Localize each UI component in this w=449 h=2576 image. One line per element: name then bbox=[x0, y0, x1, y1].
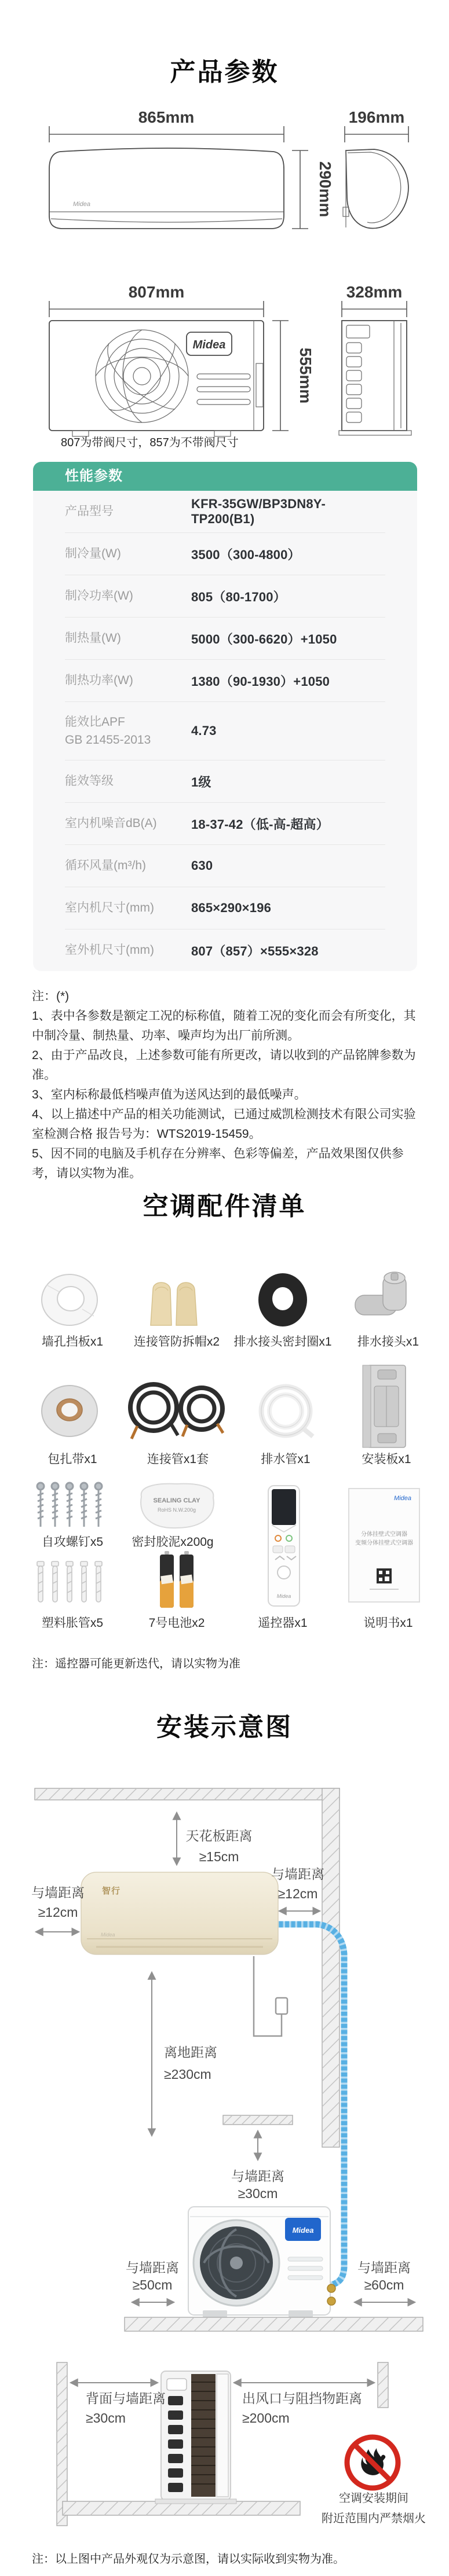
connection-pipe-icon bbox=[125, 1373, 229, 1446]
outdoor-right-distance-value: ≥60cm bbox=[364, 2277, 404, 2292]
ceiling-distance-label: 天花板距离 bbox=[185, 1828, 253, 1843]
accessory-label: 排水接头密封圈x1 bbox=[233, 1335, 332, 1348]
indoor-unit bbox=[81, 1872, 278, 1954]
install-note: 注：以上图中产品外观仅为示意图，请以实际收到实物为准。 bbox=[32, 2553, 345, 2566]
batteries-icon bbox=[152, 1550, 204, 1610]
plastic-anchors-icon bbox=[32, 1558, 107, 1608]
indoor-midea-logo: Midea bbox=[73, 201, 90, 208]
indoor-height-dim: 290mm bbox=[316, 161, 334, 218]
no-fire-caption-line1: 空调安装期间 bbox=[339, 2492, 408, 2505]
spec-notes bbox=[32, 987, 419, 1184]
no-fire-caption-line2: 附近范围内严禁烟火 bbox=[322, 2512, 426, 2525]
plug-icon bbox=[276, 1998, 287, 2014]
accessory-label: 排水接头x1 bbox=[357, 1335, 419, 1348]
ceiling-distance-value: ≥15cm bbox=[199, 1849, 239, 1864]
outdoor-unit-logo: Midea bbox=[292, 2226, 314, 2235]
page-title-accessories: 空调配件清单 bbox=[143, 1192, 306, 1221]
svg-text:RoHS N.W.200g: RoHS N.W.200g bbox=[157, 1507, 196, 1513]
drain-hose-icon bbox=[248, 1376, 323, 1446]
table-row: 循环风量(m³/h) 630 bbox=[65, 844, 385, 887]
table-row: 制热功率(W) 1380（90-1930）+1050 bbox=[65, 659, 385, 701]
note-item: 3、室内标称最低档噪声值为送风达到的最低噪声。 bbox=[32, 1088, 306, 1102]
awning-distance-value: ≥30cm bbox=[238, 2186, 278, 2201]
spec-table-header: 性能参数 bbox=[33, 462, 417, 491]
wall-hole-cover-icon bbox=[29, 1267, 110, 1332]
indoor-unit-dimension-drawing bbox=[23, 93, 429, 243]
outdoor-unit-side-view bbox=[155, 2371, 236, 2504]
note-item: 1、表中各参数是额定工况的标称值，随着工况的变化而会有所变化，其中制冷量、制热量、功率、噪声均为出厂前所测。 bbox=[32, 1009, 416, 1043]
table-row: 室内机噪音dB(A) 18-37-42（低-高-超高） bbox=[65, 802, 385, 844]
accessory-label: 遥控器x1 bbox=[258, 1616, 308, 1630]
no-fire-icon bbox=[347, 2437, 398, 2488]
accessory-label: 连接管防拆帽x2 bbox=[133, 1335, 220, 1348]
page-title-product-params: 产品参数 bbox=[170, 58, 279, 86]
floor-distance-label: 离地距离 bbox=[164, 2045, 217, 2060]
right-wall bbox=[322, 1788, 340, 2147]
accessory-label: 自攻螺钉x5 bbox=[41, 1535, 104, 1549]
svg-text:分体挂壁式空调器: 分体挂壁式空调器 bbox=[361, 1531, 407, 1538]
sealing-clay-icon bbox=[133, 1479, 220, 1533]
table-row: 制冷量(W) 3500（300-4800） bbox=[65, 532, 385, 575]
note-item: 4、以上描述中产品的相关功能测试，已通过威凯检测技术有限公司实验室检测合格 报告号为：WTS2019-15459。 bbox=[32, 1108, 416, 1141]
page-title-installation: 安装示意图 bbox=[156, 1713, 293, 1741]
table-row: 能效等级 1级 bbox=[65, 760, 385, 802]
accessory-label: 7号电池x2 bbox=[148, 1616, 205, 1630]
spec-table bbox=[33, 462, 417, 971]
indoor-width-dim: 865mm bbox=[138, 108, 195, 126]
left-wall-distance-value: ≥12cm bbox=[38, 1905, 78, 1920]
outlet-clearance-label: 出风口与阻挡物距离 bbox=[242, 2391, 362, 2406]
accessory-label: 说明书x1 bbox=[363, 1616, 413, 1630]
outdoor-left-distance-label: 与墙距离 bbox=[126, 2260, 179, 2275]
svg-text:Midea: Midea bbox=[276, 1593, 291, 1599]
svg-text:SEALING CLAY: SEALING CLAY bbox=[153, 1497, 200, 1504]
accessory-label: 墙孔挡板x1 bbox=[41, 1335, 104, 1348]
right-wall-distance-label: 与墙距离 bbox=[271, 1866, 324, 1882]
back-clearance-label: 背面与墙距离 bbox=[86, 2391, 166, 2406]
note-item: 2、由于产品改良，上述参数可能有所更改，请以收到的产品铭牌参数为准。 bbox=[32, 1049, 416, 1082]
right-wall-distance-value: ≥12cm bbox=[278, 1886, 318, 1901]
outdoor-height-dim: 555mm bbox=[297, 347, 315, 404]
accessory-label: 安装板x1 bbox=[362, 1453, 411, 1466]
indoor-unit-logo: Midea bbox=[101, 1932, 115, 1938]
ground bbox=[125, 2317, 423, 2331]
table-row: 室外机尺寸(mm) 807（857）×555×328 bbox=[65, 929, 385, 971]
accessory-label: 连接管x1套 bbox=[147, 1453, 209, 1466]
floor-distance-value: ≥230cm bbox=[164, 2067, 211, 2082]
power-cord bbox=[254, 1956, 287, 2036]
outdoor-drawing-logo: Midea bbox=[192, 339, 226, 351]
drain-seal-ring-icon bbox=[242, 1267, 323, 1332]
valve-icon bbox=[327, 2284, 335, 2292]
outdoor-fan-drawing bbox=[96, 330, 188, 422]
valve-size-note: 807为带阀尺寸，857为不带阀尺寸 bbox=[61, 436, 239, 449]
remote-control-icon bbox=[264, 1484, 304, 1607]
outdoor-right-distance-label: 与墙距离 bbox=[357, 2260, 411, 2275]
table-row: 产品型号 KFR-35GW/BP3DN8Y-TP200(B1) bbox=[65, 497, 326, 526]
drain-joint-icon bbox=[345, 1267, 426, 1332]
accessory-label: 密封胶泥x200g bbox=[132, 1535, 214, 1549]
valve-icon bbox=[327, 2297, 335, 2305]
indoor-depth-dim: 196mm bbox=[348, 108, 405, 126]
outdoor-left-distance-value: ≥50cm bbox=[132, 2277, 173, 2292]
table-row: 制热量(W) 5000（300-6620）+1050 bbox=[65, 617, 385, 659]
outdoor-unit bbox=[188, 2207, 335, 2317]
left-wall-distance-label: 与墙距离 bbox=[31, 1885, 85, 1900]
screws-icon bbox=[32, 1480, 107, 1533]
wrapping-tape-icon bbox=[32, 1376, 107, 1446]
indoor-series-badge: 智行 bbox=[102, 1886, 121, 1896]
installation-diagram bbox=[0, 1783, 449, 2576]
table-row: 能效比APF GB 21455-2013 4.73 bbox=[65, 701, 385, 760]
outdoor-width-dim: 807mm bbox=[128, 283, 185, 301]
manual-booklet-icon bbox=[346, 1487, 422, 1603]
accessory-label: 包扎带x1 bbox=[48, 1453, 97, 1466]
outlet-clearance-value: ≥200cm bbox=[242, 2410, 290, 2426]
svg-text:变频分体挂壁式空调器: 变频分体挂壁式空调器 bbox=[355, 1540, 413, 1546]
outdoor-unit-dimension-drawing bbox=[23, 277, 429, 450]
pipe-cap-icon bbox=[133, 1267, 214, 1332]
mounting-plate-icon bbox=[355, 1363, 418, 1450]
note-prefix: 注：(*) bbox=[32, 990, 70, 1003]
table-row: 室内机尺寸(mm) 865×290×196 bbox=[65, 887, 385, 929]
note-item: 5、因不同的电脑及手机存在分辨率、色彩等偏差，产品效果图仅供参考，请以实物为准。 bbox=[32, 1147, 404, 1181]
table-row: 制冷功率(W) 805（80-1700） bbox=[65, 575, 385, 617]
accessories-note: 注：遥控器可能更新迭代，请以实物为准 bbox=[32, 1658, 240, 1670]
accessory-label: 塑料胀管x5 bbox=[41, 1616, 104, 1630]
awning-distance-label: 与墙距离 bbox=[231, 2169, 284, 2184]
outdoor-depth-dim: 328mm bbox=[346, 283, 403, 301]
svg-text:Midea: Midea bbox=[394, 1495, 411, 1502]
accessory-label: 排水管x1 bbox=[261, 1453, 311, 1466]
back-clearance-value: ≥30cm bbox=[86, 2410, 126, 2426]
